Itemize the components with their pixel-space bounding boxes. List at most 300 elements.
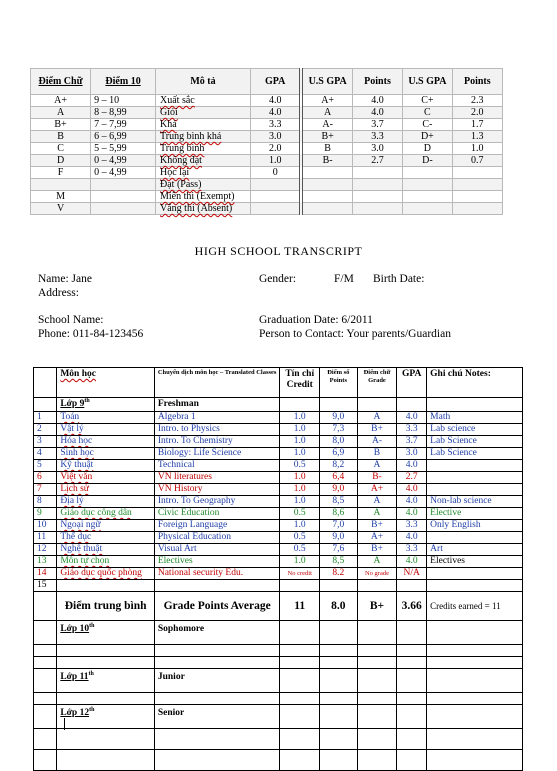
course-note xyxy=(427,568,523,580)
course-gpa: N/A xyxy=(397,568,427,580)
course-en: Visual Art xyxy=(154,544,280,556)
grading-header-cell: U.S GPA xyxy=(301,69,352,95)
grading-cell: 4.0 xyxy=(250,107,301,119)
blank-row xyxy=(34,750,523,771)
course-no: 3 xyxy=(34,436,57,448)
grading-cell: Vắng thi (Absent) xyxy=(156,203,251,215)
grade-11-row xyxy=(34,669,523,693)
student-address: Address: xyxy=(38,287,79,299)
grading-row xyxy=(31,155,503,167)
grading-header-row xyxy=(31,69,503,95)
course-points: 8,5 xyxy=(319,556,357,568)
header-translated: Chuyển dịch môn học – Translated Classes xyxy=(154,368,280,398)
grading-cell: A xyxy=(301,107,352,119)
grading-cell: Không đạt xyxy=(156,155,251,167)
grading-header-cell: Points xyxy=(452,69,502,95)
grade-10-label: Lớp 10th xyxy=(57,621,155,645)
grading-cell: 3.0 xyxy=(352,143,402,155)
course-en: Foreign Language xyxy=(154,520,280,532)
blank-row xyxy=(34,645,523,657)
grading-cell xyxy=(452,167,502,179)
grading-cell: 0 – 4,99 xyxy=(91,167,156,179)
grading-row xyxy=(31,179,503,191)
course-en: National security Edu. xyxy=(154,568,280,580)
document-title: HIGH SCHOOL TRANSCRIPT xyxy=(194,244,363,258)
course-points: 8,5 xyxy=(319,496,357,508)
course-grade: A xyxy=(357,460,397,472)
blank-row xyxy=(34,657,523,669)
grading-cell xyxy=(403,191,452,203)
grading-cell: Đạt (Pass) xyxy=(156,179,251,191)
course-en: Algebra 1 xyxy=(154,412,280,424)
course-points: 8,2 xyxy=(319,460,357,472)
course-row xyxy=(34,460,523,472)
course-credit: 0.5 xyxy=(280,508,320,520)
cell xyxy=(34,592,57,621)
course-credit: 1.0 xyxy=(280,436,320,448)
course-grade: A- xyxy=(357,436,397,448)
course-gpa: 4.0 xyxy=(397,412,427,424)
course-grade xyxy=(357,580,397,592)
course-note xyxy=(427,460,523,472)
cell xyxy=(357,669,397,693)
course-no: 7 xyxy=(34,484,57,496)
course-no: 14 xyxy=(34,568,57,580)
course-row xyxy=(34,568,523,580)
grading-cell: Miễn thi (Exempt) xyxy=(156,191,251,203)
grading-cell: Giỏi xyxy=(156,107,251,119)
header-notes: Ghi chú Notes: xyxy=(427,368,523,398)
course-note: Elective xyxy=(427,508,523,520)
cell xyxy=(427,621,523,645)
course-points: 6,9 xyxy=(319,448,357,460)
course-vn: Thể dục xyxy=(57,532,155,544)
course-gpa: 3.3 xyxy=(397,424,427,436)
course-row xyxy=(34,544,523,556)
grading-cell xyxy=(250,191,301,203)
grading-header-cell: GPA xyxy=(250,69,301,95)
text-cursor[interactable] xyxy=(64,718,65,730)
cell xyxy=(34,621,57,645)
course-vn: Sinh học xyxy=(57,448,155,460)
grade-11-label: Lớp 11th xyxy=(57,669,155,693)
grading-row xyxy=(31,131,503,143)
grading-cell: C+ xyxy=(403,95,452,107)
grade-12-row xyxy=(34,705,523,729)
course-note: Lab Science xyxy=(427,436,523,448)
grading-header-cell: U.S GPA xyxy=(403,69,452,95)
grade-9-label: Lớp 9th xyxy=(57,398,155,412)
course-no: 12 xyxy=(34,544,57,556)
course-no: 15 xyxy=(34,580,57,592)
grading-cell xyxy=(301,203,352,215)
grading-row xyxy=(31,107,503,119)
header-grade: Điểm chữ Grade xyxy=(357,368,397,398)
grading-cell xyxy=(91,203,156,215)
header-index xyxy=(34,368,57,398)
course-credit: 1.0 xyxy=(280,412,320,424)
grading-cell: 9 – 10 xyxy=(91,95,156,107)
grading-cell: M xyxy=(31,191,91,203)
grading-row xyxy=(31,143,503,155)
course-no: 8 xyxy=(34,496,57,508)
course-points: 8,0 xyxy=(319,436,357,448)
cell xyxy=(34,669,57,693)
grading-cell: A+ xyxy=(31,95,91,107)
average-label-en: Grade Points Average xyxy=(154,592,280,621)
course-points: 9,0 xyxy=(319,484,357,496)
course-gpa: 3.0 xyxy=(397,448,427,460)
course-credit: 0.5 xyxy=(280,532,320,544)
grading-cell: B xyxy=(31,131,91,143)
course-note: Lab Science xyxy=(427,448,523,460)
grading-cell: 1.0 xyxy=(452,143,502,155)
cell xyxy=(280,669,320,693)
course-gpa: 2.7 xyxy=(397,472,427,484)
course-vn: Giáo dục quốc phòng xyxy=(57,568,155,580)
course-no: 1 xyxy=(34,412,57,424)
course-points: 7,6 xyxy=(319,544,357,556)
cell xyxy=(357,398,397,412)
phone: Phone: 011-84-123456 xyxy=(38,328,144,340)
course-points: 9,0 xyxy=(319,412,357,424)
course-row xyxy=(34,580,523,592)
course-row xyxy=(34,436,523,448)
course-note xyxy=(427,472,523,484)
course-points: 7,3 xyxy=(319,424,357,436)
cell xyxy=(280,398,320,412)
course-credit: 1.0 xyxy=(280,556,320,568)
header-points: Điểm số Points xyxy=(319,368,357,398)
course-no: 9 xyxy=(34,508,57,520)
grading-cell: 3.7 xyxy=(352,119,402,131)
cell xyxy=(427,398,523,412)
cell xyxy=(319,669,357,693)
grade-10-row xyxy=(34,621,523,645)
course-grade: B+ xyxy=(357,520,397,532)
cell xyxy=(319,705,357,729)
grading-cell xyxy=(403,203,452,215)
person-to-contact: Person to Contact: Your parents/Guardian xyxy=(259,328,451,340)
grading-cell: F xyxy=(31,167,91,179)
course-no: 4 xyxy=(34,448,57,460)
header-gpa: GPA xyxy=(397,368,427,398)
blank-row xyxy=(34,729,523,750)
grading-cell xyxy=(352,191,402,203)
grading-cell: 0.7 xyxy=(452,155,502,167)
course-grade: B+ xyxy=(357,544,397,556)
cell xyxy=(280,705,320,729)
graduation-date: Graduation Date: 6/2011 xyxy=(259,314,373,326)
grading-cell: 3.0 xyxy=(250,131,301,143)
grading-cell: Khá xyxy=(156,119,251,131)
course-row xyxy=(34,532,523,544)
grading-cell: 4.0 xyxy=(250,95,301,107)
course-note: Electives xyxy=(427,556,523,568)
header-credit: Tín chỉ Credit xyxy=(280,368,320,398)
course-en: Intro. to Physics xyxy=(154,424,280,436)
grading-cell: 1.3 xyxy=(452,131,502,143)
course-row xyxy=(34,484,523,496)
grading-cell xyxy=(91,191,156,203)
course-row xyxy=(34,508,523,520)
average-note: Credits earned = 11 xyxy=(427,592,523,621)
course-en: VN History xyxy=(154,484,280,496)
grading-cell: C xyxy=(31,143,91,155)
course-row xyxy=(34,520,523,532)
grading-cell xyxy=(250,203,301,215)
grading-cell: Học lại xyxy=(156,167,251,179)
course-points: 7,0 xyxy=(319,520,357,532)
course-row xyxy=(34,448,523,460)
grading-cell: D+ xyxy=(403,131,452,143)
grading-row xyxy=(31,95,503,107)
grading-cell xyxy=(301,167,352,179)
course-credit: 0.5 xyxy=(280,460,320,472)
grading-cell xyxy=(452,191,502,203)
transcript-table xyxy=(33,367,523,771)
grading-cell: 3.3 xyxy=(352,131,402,143)
course-gpa: 3.3 xyxy=(397,520,427,532)
course-points xyxy=(319,580,357,592)
grading-cell: C- xyxy=(403,119,452,131)
cell xyxy=(397,621,427,645)
course-gpa: 4.0 xyxy=(397,496,427,508)
grading-cell xyxy=(352,179,402,191)
grading-cell: 2.0 xyxy=(250,143,301,155)
grading-cell: D- xyxy=(403,155,452,167)
course-credit: 1.0 xyxy=(280,484,320,496)
course-credit xyxy=(280,580,320,592)
course-grade: No grade xyxy=(357,568,397,580)
course-note: Non-lab science xyxy=(427,496,523,508)
grading-cell: Trung bình xyxy=(156,143,251,155)
grading-cell: Trung bình khá xyxy=(156,131,251,143)
cell xyxy=(319,621,357,645)
course-gpa: 4.0 xyxy=(397,556,427,568)
course-vn: Ngoại ngữ xyxy=(57,520,155,532)
course-en: Intro. To Geography xyxy=(154,496,280,508)
average-gpa: 3.66 xyxy=(397,592,427,621)
cell xyxy=(319,398,357,412)
course-row xyxy=(34,472,523,484)
student-name: Name: Jane xyxy=(38,273,92,285)
grading-cell xyxy=(250,179,301,191)
cell xyxy=(397,669,427,693)
grading-header-cell: Điểm Chữ xyxy=(31,69,91,95)
average-label: Điểm trung bình xyxy=(57,592,155,621)
grade-11-level: Junior xyxy=(154,669,280,693)
course-grade: A+ xyxy=(357,484,397,496)
course-credit: 0.5 xyxy=(280,544,320,556)
grading-cell: 8 – 8,99 xyxy=(91,107,156,119)
course-credit: 1.0 xyxy=(280,448,320,460)
course-no: 13 xyxy=(34,556,57,568)
grading-cell: C xyxy=(403,107,452,119)
course-grade: B xyxy=(357,448,397,460)
course-no: 10 xyxy=(34,520,57,532)
course-grade: B- xyxy=(357,472,397,484)
cell xyxy=(280,621,320,645)
cell xyxy=(34,705,57,729)
average-row xyxy=(34,592,523,621)
grading-cell: 5 – 5,99 xyxy=(91,143,156,155)
grading-row xyxy=(31,203,503,215)
grading-cell: 6 – 6,99 xyxy=(91,131,156,143)
grading-cell: B+ xyxy=(31,119,91,131)
cell xyxy=(34,398,57,412)
grading-row xyxy=(31,191,503,203)
course-gpa xyxy=(397,580,427,592)
school-name: School Name: xyxy=(38,314,104,326)
grading-cell: 0 – 4,99 xyxy=(91,155,156,167)
course-vn: Toán xyxy=(57,412,155,424)
cell xyxy=(357,621,397,645)
birth-date-label: Birth Date: xyxy=(373,273,425,285)
course-no: 5 xyxy=(34,460,57,472)
course-gpa: 3.3 xyxy=(397,544,427,556)
course-vn: Việt văn xyxy=(57,472,155,484)
course-en: Technical xyxy=(154,460,280,472)
grading-row xyxy=(31,167,503,179)
course-row xyxy=(34,556,523,568)
course-note xyxy=(427,532,523,544)
grading-cell xyxy=(452,179,502,191)
grading-cell: B+ xyxy=(301,131,352,143)
cell xyxy=(397,705,427,729)
grading-cell: 1.7 xyxy=(452,119,502,131)
cell xyxy=(397,398,427,412)
course-grade: A xyxy=(357,508,397,520)
course-vn: Nghệ thuật xyxy=(57,544,155,556)
course-gpa: 3.7 xyxy=(397,436,427,448)
course-en: Biology: Life Science xyxy=(154,448,280,460)
course-credit: 1.0 xyxy=(280,496,320,508)
grading-cell: B xyxy=(301,143,352,155)
cell xyxy=(427,705,523,729)
course-row xyxy=(34,496,523,508)
grade-12-label: Lớp 12th xyxy=(57,705,155,729)
grading-scale-table xyxy=(30,68,503,215)
average-points: 8.0 xyxy=(319,592,357,621)
grading-cell: A xyxy=(31,107,91,119)
grading-cell: 0 xyxy=(250,167,301,179)
course-en: Physical Education xyxy=(154,532,280,544)
grading-cell: D xyxy=(403,143,452,155)
gender-label: Gender: xyxy=(259,273,297,285)
grading-body xyxy=(31,95,503,215)
course-credit: 1.0 xyxy=(280,424,320,436)
grading-cell xyxy=(403,167,452,179)
header-subject: Môn học xyxy=(57,368,155,398)
course-en: VN literatures xyxy=(154,472,280,484)
course-points: 6,4 xyxy=(319,472,357,484)
course-en: Electives xyxy=(154,556,280,568)
course-note xyxy=(427,484,523,496)
grading-cell xyxy=(452,203,502,215)
course-gpa: 4.0 xyxy=(397,508,427,520)
course-grade: A xyxy=(357,556,397,568)
grading-cell: 3.3 xyxy=(250,119,301,131)
grading-cell xyxy=(301,179,352,191)
transcript-body xyxy=(34,398,523,592)
course-vn: Vật lý xyxy=(57,424,155,436)
course-vn: Địa lý xyxy=(57,496,155,508)
grade-10-level: Sophomore xyxy=(154,621,280,645)
grading-cell: V xyxy=(31,203,91,215)
grading-cell xyxy=(403,179,452,191)
grade-9-row xyxy=(34,398,523,412)
course-note: Only English xyxy=(427,520,523,532)
grading-cell: 1.0 xyxy=(250,155,301,167)
course-grade: A xyxy=(357,496,397,508)
grade-12-level: Senior xyxy=(154,705,280,729)
course-note xyxy=(427,580,523,592)
grading-cell xyxy=(352,167,402,179)
grading-cell xyxy=(301,191,352,203)
course-vn: Môn tự chọn xyxy=(57,556,155,568)
course-note: Lab science xyxy=(427,424,523,436)
course-en: Civic Education xyxy=(154,508,280,520)
course-no: 2 xyxy=(34,424,57,436)
course-grade: A+ xyxy=(357,532,397,544)
course-no: 6 xyxy=(34,472,57,484)
grading-cell: A+ xyxy=(301,95,352,107)
course-note: Math xyxy=(427,412,523,424)
course-row xyxy=(34,412,523,424)
course-vn: Lịch sử xyxy=(57,484,155,496)
grading-cell: 2.7 xyxy=(352,155,402,167)
average-grade: B+ xyxy=(357,592,397,621)
course-points: 8,6 xyxy=(319,508,357,520)
course-note: Art xyxy=(427,544,523,556)
course-en xyxy=(154,580,280,592)
course-points: 9,0 xyxy=(319,532,357,544)
grading-cell: 4.0 xyxy=(352,107,402,119)
grading-cell: Xuất sắc xyxy=(156,95,251,107)
grading-cell xyxy=(91,179,156,191)
grading-cell: 2.3 xyxy=(452,95,502,107)
grade-9-level: Freshman xyxy=(154,398,280,412)
course-gpa: 4.0 xyxy=(397,460,427,472)
course-credit: 1.0 xyxy=(280,472,320,484)
course-vn: Kỹ thuật xyxy=(57,460,155,472)
grading-cell: 7 – 7,99 xyxy=(91,119,156,131)
transcript-summary xyxy=(34,592,523,771)
blank-row xyxy=(34,693,523,705)
course-credit: No credit xyxy=(280,568,320,580)
course-vn: Hóa học xyxy=(57,436,155,448)
grading-cell xyxy=(352,203,402,215)
gender-value: F/M xyxy=(334,273,354,285)
grading-header-cell: Điểm 10 xyxy=(91,69,156,95)
grading-cell: A- xyxy=(301,119,352,131)
course-en: Intro. To Chemistry xyxy=(154,436,280,448)
cell xyxy=(357,705,397,729)
course-no: 11 xyxy=(34,532,57,544)
grading-cell: 4.0 xyxy=(352,95,402,107)
cell xyxy=(427,669,523,693)
course-vn xyxy=(57,580,155,592)
course-row xyxy=(34,424,523,436)
course-gpa: 4.0 xyxy=(397,532,427,544)
grading-header-cell: Points xyxy=(352,69,402,95)
grading-row xyxy=(31,119,503,131)
grading-cell xyxy=(31,179,91,191)
grading-cell: D xyxy=(31,155,91,167)
average-credit: 11 xyxy=(280,592,320,621)
course-grade: B+ xyxy=(357,424,397,436)
